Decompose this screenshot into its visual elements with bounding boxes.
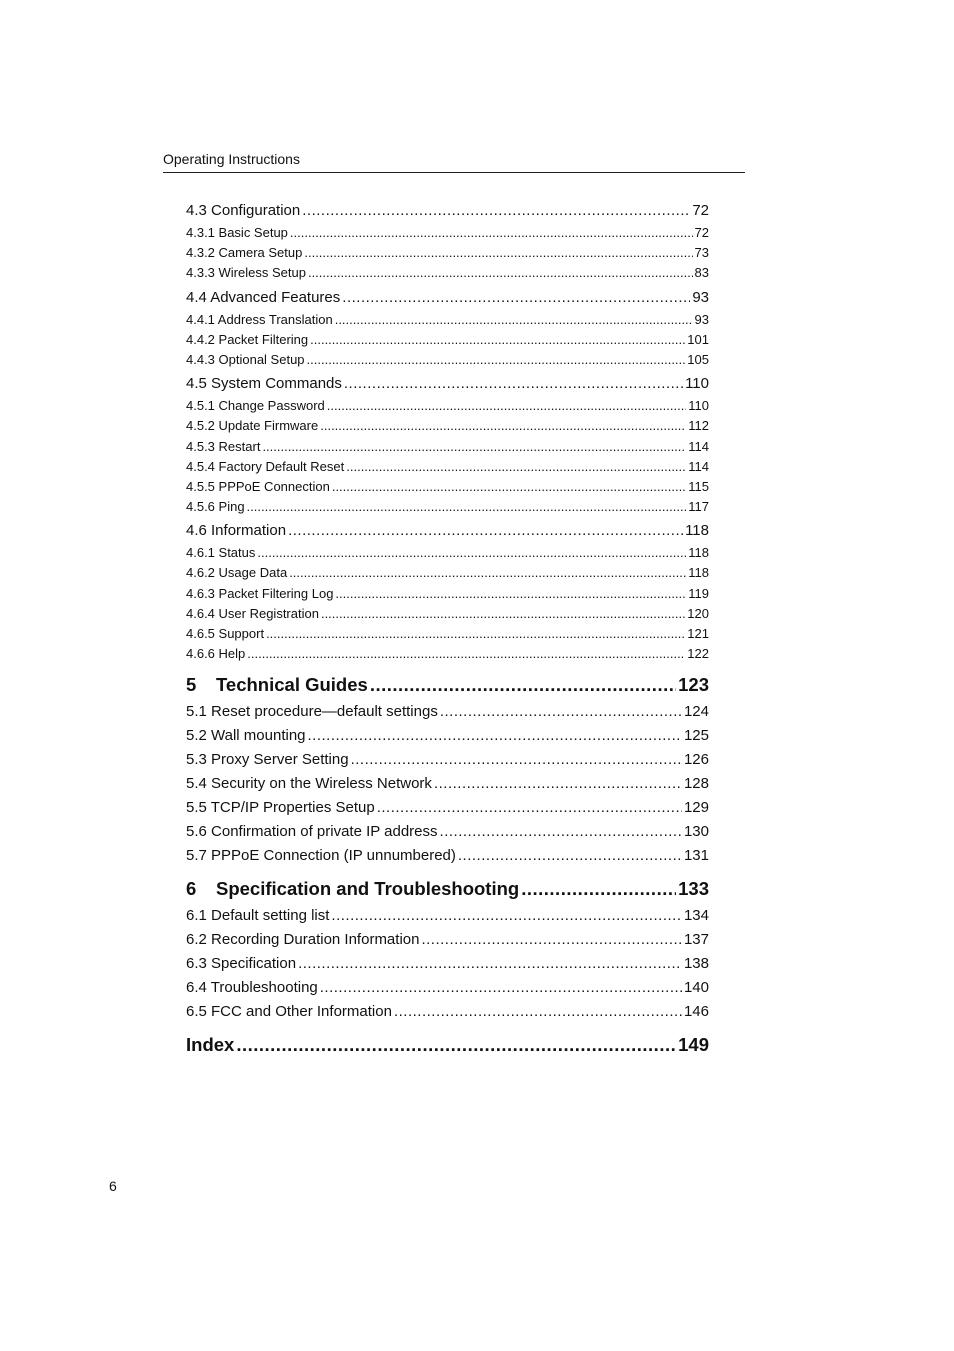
dot-leader — [521, 874, 676, 904]
dot-leader — [331, 904, 682, 928]
toc-entry[interactable] — [186, 519, 709, 543]
toc-chapter-entry[interactable] — [186, 1030, 709, 1060]
toc-entry-title — [186, 563, 287, 583]
dot-leader — [289, 563, 686, 583]
dot-leader — [308, 724, 682, 748]
toc-entry[interactable] — [186, 952, 709, 976]
toc-entry-page: 83 — [694, 265, 709, 281]
dot-leader — [335, 310, 693, 330]
toc-entry-title — [186, 976, 318, 1000]
toc-entry-page: 112 — [688, 418, 709, 434]
toc-entry-title — [186, 604, 319, 624]
toc-entry-page: 122 — [687, 646, 709, 662]
toc-entry-page: 123 — [678, 674, 709, 696]
toc-entry-text: 5.7 PPPoE Connection (IP unnumbered) — [186, 847, 456, 865]
toc-entry[interactable] — [186, 796, 709, 820]
dot-leader — [370, 670, 676, 700]
toc-entry-title — [186, 624, 264, 644]
toc-entry[interactable] — [186, 457, 709, 477]
table-of-contents — [186, 199, 709, 1060]
toc-entry[interactable] — [186, 748, 709, 772]
toc-chapter-entry[interactable] — [186, 874, 709, 904]
toc-entry-text: 4.5.5 PPPoE Connection — [186, 478, 330, 494]
dot-leader — [266, 624, 685, 644]
toc-entry-page: 105 — [687, 351, 709, 367]
toc-entry-title — [186, 437, 260, 457]
toc-entry-title — [186, 223, 288, 243]
toc-entry-text: Specification and Troubleshooting — [216, 878, 520, 900]
toc-entry-title — [186, 700, 438, 724]
toc-entry-text: 4.4.2 Packet Filtering — [186, 331, 309, 347]
toc-entry-page: 126 — [683, 751, 709, 769]
toc-entry-title — [186, 310, 333, 330]
toc-entry[interactable] — [186, 416, 709, 436]
toc-entry-title — [186, 748, 349, 772]
toc-entry-title — [186, 416, 318, 436]
toc-entry[interactable] — [186, 263, 709, 283]
toc-entry-page: 119 — [688, 585, 709, 601]
dot-leader — [302, 199, 690, 223]
toc-entry[interactable] — [186, 223, 709, 243]
toc-entry-text: 6.2 Recording Duration Information — [186, 931, 420, 949]
toc-entry-title — [186, 543, 255, 563]
toc-entry[interactable] — [186, 477, 709, 497]
toc-chapter-entry[interactable] — [186, 670, 709, 700]
header-title: Operating Instructions — [163, 151, 300, 167]
toc-entry-title — [186, 724, 306, 748]
toc-entry-text: 5.4 Security on the Wireless Network — [186, 775, 432, 793]
toc-entry[interactable] — [186, 437, 709, 457]
toc-entry[interactable] — [186, 820, 709, 844]
toc-entry-text: 6.1 Default setting list — [186, 907, 330, 925]
toc-entry-text: 4.5.3 Restart — [186, 438, 261, 454]
toc-entry[interactable] — [186, 604, 709, 624]
toc-entry-title — [186, 874, 519, 904]
toc-entry-text: 5.3 Proxy Server Setting — [186, 751, 349, 769]
dot-leader — [335, 584, 686, 604]
toc-entry-page: 133 — [678, 878, 709, 900]
toc-entry[interactable] — [186, 904, 709, 928]
toc-entry-text: 5.1 Reset procedure—default settings — [186, 703, 438, 721]
toc-entry-page: 124 — [683, 703, 709, 721]
toc-entry[interactable] — [186, 976, 709, 1000]
running-header — [163, 151, 745, 173]
toc-entry-page: 134 — [683, 907, 709, 925]
toc-entry-title — [186, 396, 325, 416]
toc-entry[interactable] — [186, 644, 709, 664]
dot-leader — [351, 748, 682, 772]
toc-entry-text: 5.6 Confirmation of private IP address — [186, 823, 438, 841]
chapter-number: 5 — [186, 674, 197, 696]
toc-entry-page: 110 — [685, 375, 709, 393]
dot-leader — [440, 700, 682, 724]
toc-entry-text: 4.6.6 Help — [186, 646, 246, 662]
toc-entry[interactable] — [186, 199, 709, 223]
toc-entry[interactable] — [186, 772, 709, 796]
dot-leader — [307, 350, 686, 370]
dot-leader — [320, 976, 682, 1000]
toc-entry-title — [186, 820, 438, 844]
toc-entry-title — [186, 497, 245, 517]
toc-entry-text: 4.4.1 Address Translation — [186, 311, 333, 327]
toc-entry-text: 4.6.5 Support — [186, 626, 265, 641]
dot-leader — [262, 437, 686, 457]
toc-entry-text: 4.6.3 Packet Filtering Log — [186, 585, 334, 601]
toc-entry[interactable] — [186, 724, 709, 748]
dot-leader — [288, 519, 683, 543]
toc-entry[interactable] — [186, 624, 709, 644]
dot-leader — [308, 263, 693, 283]
toc-entry-page: 120 — [687, 605, 709, 621]
dot-leader — [257, 543, 686, 563]
toc-entry-page: 149 — [678, 1034, 709, 1056]
toc-entry-page: 130 — [683, 823, 709, 841]
toc-entry-text: 6.5 FCC and Other Information — [186, 1003, 392, 1021]
toc-entry-title — [186, 1000, 392, 1024]
toc-entry-text: 5.2 Wall mounting — [186, 727, 306, 745]
toc-entry-page: 118 — [688, 565, 709, 581]
toc-entry-title — [186, 952, 296, 976]
page-number: 6 — [109, 1178, 117, 1194]
dot-leader — [421, 928, 682, 952]
toc-entry-text: 4.5.6 Ping — [186, 499, 245, 515]
dot-leader — [327, 396, 687, 416]
toc-entry[interactable] — [186, 584, 709, 604]
toc-entry-title — [186, 928, 419, 952]
dot-leader — [346, 457, 686, 477]
toc-entry-text: 5.5 TCP/IP Properties Setup — [186, 799, 375, 817]
toc-entry-page: 129 — [683, 799, 709, 817]
toc-entry-text: 4.3.3 Wireless Setup — [186, 265, 306, 281]
dot-leader — [344, 372, 683, 396]
dot-leader — [434, 772, 682, 796]
toc-entry-title — [186, 330, 308, 350]
toc-entry[interactable] — [186, 844, 709, 868]
toc-entry-title — [186, 844, 456, 868]
toc-entry-page: 146 — [683, 1003, 709, 1021]
toc-entry-page: 125 — [683, 727, 709, 745]
toc-entry[interactable] — [186, 286, 709, 310]
toc-entry[interactable] — [186, 1000, 709, 1024]
toc-entry-text: 4.6 Information — [186, 522, 287, 540]
toc-entry-title — [186, 286, 340, 310]
toc-entry-title — [186, 199, 300, 223]
toc-entry-title — [186, 1030, 234, 1060]
toc-entry-title — [186, 350, 305, 370]
toc-entry-page: 110 — [688, 398, 709, 414]
toc-entry-title — [186, 904, 329, 928]
dot-leader — [236, 1030, 676, 1060]
toc-entry-text: 4.3.2 Camera Setup — [186, 245, 303, 261]
toc-entry-title — [186, 772, 432, 796]
toc-entry-page: 138 — [683, 955, 709, 973]
toc-entry-title — [186, 263, 306, 283]
toc-entry-text: 4.5.1 Change Password — [186, 398, 325, 414]
dot-leader — [298, 952, 682, 976]
toc-entry-page: 93 — [694, 311, 709, 327]
toc-entry-title — [186, 519, 286, 543]
toc-entry-text: 4.5.4 Factory Default Reset — [186, 458, 345, 474]
toc-entry-text: 4.5.2 Update Firmware — [186, 418, 319, 434]
toc-entry-page: 72 — [694, 225, 709, 240]
dot-leader — [247, 644, 685, 664]
toc-entry-page: 131 — [683, 847, 709, 865]
toc-entry[interactable] — [186, 310, 709, 330]
toc-entry[interactable] — [186, 330, 709, 350]
toc-entry-title — [186, 477, 330, 497]
toc-entry-text: 4.4 Advanced Features — [186, 288, 341, 306]
dot-leader — [290, 223, 693, 243]
toc-entry-page: 115 — [688, 478, 709, 494]
toc-entry-text: Index — [186, 1034, 235, 1056]
toc-entry-title — [186, 644, 245, 664]
toc-entry[interactable] — [186, 543, 709, 563]
dot-leader — [304, 243, 692, 263]
toc-entry-page: 101 — [687, 331, 709, 347]
toc-entry[interactable] — [186, 243, 709, 263]
dot-leader — [342, 286, 690, 310]
toc-entry-text: 4.3.1 Basic Setup — [186, 225, 288, 240]
dot-leader — [247, 497, 687, 517]
toc-entry[interactable] — [186, 372, 709, 396]
toc-entry-title — [186, 670, 368, 700]
toc-entry-text: 4.6.4 User Registration — [186, 605, 319, 621]
toc-entry-title — [186, 584, 333, 604]
toc-entry-text: 4.4.3 Optional Setup — [186, 351, 305, 367]
dot-leader — [394, 1000, 682, 1024]
toc-entry-page: 114 — [688, 458, 709, 474]
toc-entry[interactable] — [186, 396, 709, 416]
dot-leader — [458, 844, 682, 868]
toc-entry-page: 117 — [688, 499, 709, 515]
dot-leader — [320, 416, 686, 436]
toc-entry-text: 4.5 System Commands — [186, 375, 342, 393]
toc-entry-text: 6.4 Troubleshooting — [186, 979, 318, 997]
toc-entry-title — [186, 457, 344, 477]
toc-entry[interactable] — [186, 928, 709, 952]
toc-entry-page: 73 — [694, 245, 709, 261]
dot-leader — [321, 604, 685, 624]
toc-entry-page: 118 — [685, 522, 709, 540]
toc-entry-page: 137 — [683, 931, 709, 949]
toc-entry-text: 4.6.1 Status — [186, 545, 256, 561]
toc-entry-text: 6.3 Specification — [186, 955, 297, 973]
toc-entry-text: 4.3 Configuration — [186, 202, 301, 219]
toc-entry-text: Technical Guides — [216, 674, 368, 696]
toc-entry-text: 4.6.2 Usage Data — [186, 565, 288, 581]
toc-entry-page: 93 — [692, 288, 709, 306]
toc-entry-title — [186, 243, 302, 263]
toc-entry-page: 140 — [683, 979, 709, 997]
dot-leader — [332, 477, 686, 497]
toc-entry-page: 72 — [692, 202, 709, 219]
toc-entry[interactable] — [186, 563, 709, 583]
toc-entry-page: 128 — [683, 775, 709, 793]
chapter-number: 6 — [186, 878, 197, 900]
toc-entry[interactable] — [186, 700, 709, 724]
toc-entry-page: 121 — [687, 626, 709, 641]
toc-entry[interactable] — [186, 350, 709, 370]
dot-leader — [377, 796, 682, 820]
toc-entry[interactable] — [186, 497, 709, 517]
toc-entry-title — [186, 796, 375, 820]
toc-entry-title — [186, 372, 342, 396]
dot-leader — [310, 330, 685, 350]
toc-entry-page: 114 — [688, 438, 709, 454]
dot-leader — [440, 820, 682, 844]
toc-entry-page: 118 — [688, 545, 709, 561]
